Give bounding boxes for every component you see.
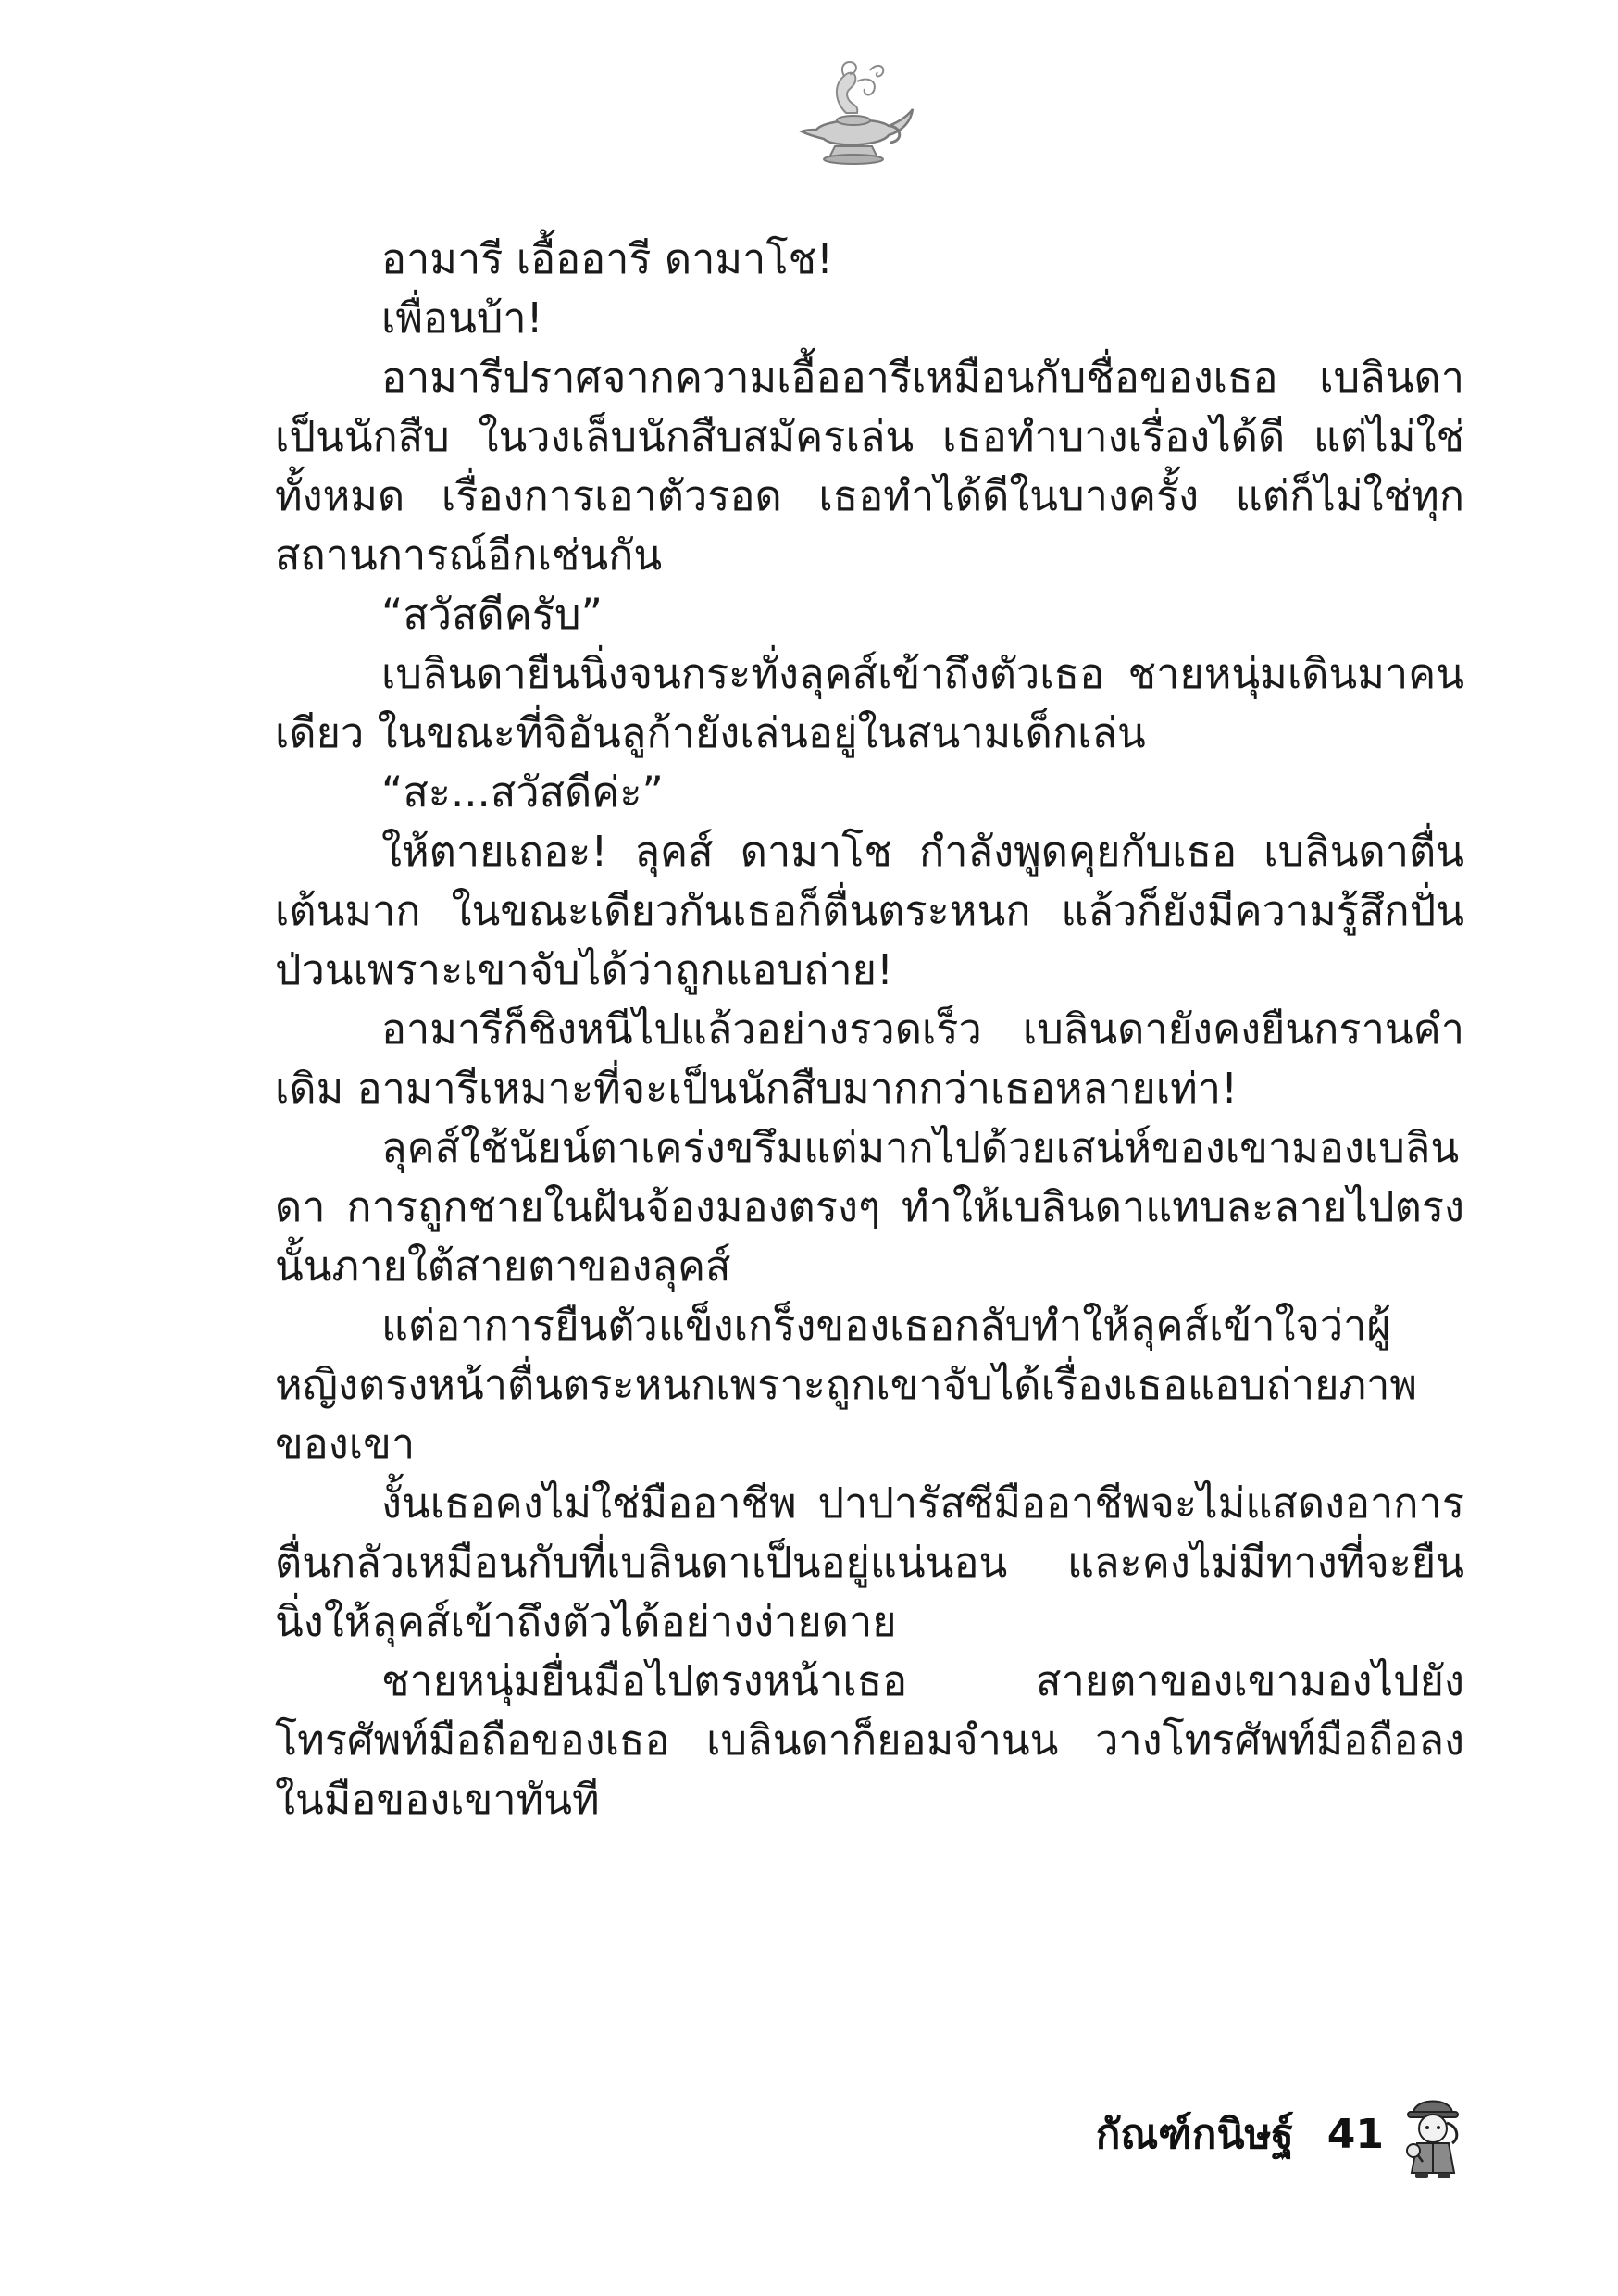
paragraph: อามารีก็ชิงหนีไปแล้วอย่างรวดเร็ว เบลินดายังคงยืนกรานคำเดิม อามารีเหมาะที่จะเป็นนักสืบมากกว่าเธอหลายเท่า! — [275, 1004, 1464, 1113]
paragraph: ชายหนุ่มยื่นมือไปตรงหน้าเธอ สายตาของเขามองไปยังโทรศัพท์มือถือของเธอ เบลินดาก็ยอมจำนน วางโทรศัพท์มือถือลงในมือของเขาทันที — [275, 1656, 1464, 1824]
page-footer — [1096, 2083, 1465, 2185]
page-number: 41 — [1326, 2110, 1384, 2158]
book-title: กัณฑ์กนิษฐ์ — [1095, 2111, 1294, 2158]
paragraph: ลุคส์ใช้นัยน์ตาเคร่งขรึมแต่มากไปด้วยเสน่ห์ของเขามองเบลินดา การถูกชายในฝันจ้องมองตรงๆ ทำให้เบลินดาแทบละลายไปตรงนั้นภายใต้สายตาของลุคส์ — [275, 1123, 1464, 1291]
paragraph: เบลินดายืนนิ่งจนกระทั่งลุคส์เข้าถึงตัวเธอ ชายหนุ่มเดินมาคนเดียว ในขณะที่จิอันลูก้ายังเล่นอยู่ในสนามเด็กเล่น — [275, 649, 1464, 757]
paragraph: เพื่อนบ้า! — [381, 293, 543, 343]
paragraph: ให้ตายเถอะ! ลุคส์ ดามาโช กำลังพูดคุยกับเธอ เบลินดาตื่นเต้นมาก ในขณะเดียวกันเธอก็ตื่นตระหนก แล้วก็ยังมีความรู้สึกปั่นป่วนเพราะเขาจับได้ว่าถูกแอบถ่าย! — [275, 827, 1464, 994]
paragraph: แต่อาการยืนตัวแข็งเกร็งของเธอกลับทำให้ลุคส์เข้าใจว่าผู้หญิงตรงหน้าตื่นตระหนกเพราะถูกเขาจับได้เรื่องเธอแอบถ่ายภาพของเขา — [275, 1301, 1418, 1468]
paragraph: “สวัสดีครับ” — [381, 590, 603, 639]
paragraph: อามารี เอื้ออารี ดามาโช! — [381, 234, 834, 283]
genie-lamp-icon — [789, 57, 918, 168]
detective-icon — [1400, 2086, 1465, 2182]
paragraph: อามารีปราศจากความเอื้ออารีเหมือนกับชื่อของเธอ เบลินดาเป็นนักสืบ ในวงเล็บนักสืบสมัครเล่น เธอทำบางเรื่องได้ดี แต่ไม่ใช่ทั้งหมด เรื่องการเอาตัวรอด เธอทำได้ดีในบางครั้ง แต่ก็ไม่ใช่ทุกสถานการณ์อีกเช่นกัน — [275, 353, 1464, 580]
body-text — [275, 230, 1464, 1829]
paragraph: งั้นเธอคงไม่ใช่มืออาชีพ ปาปารัสซีมืออาชีพจะไม่แสดงอาการตื่นกลัวเหมือนกับที่เบลินดาเป็นอยู่แน่นอน และคงไม่มีทางที่จะยืนนิ่งให้ลุคส์เข้าถึงตัวได้อย่างง่ายดาย — [275, 1479, 1464, 1646]
paragraph: “สะ...สวัสดีค่ะ” — [381, 767, 664, 817]
